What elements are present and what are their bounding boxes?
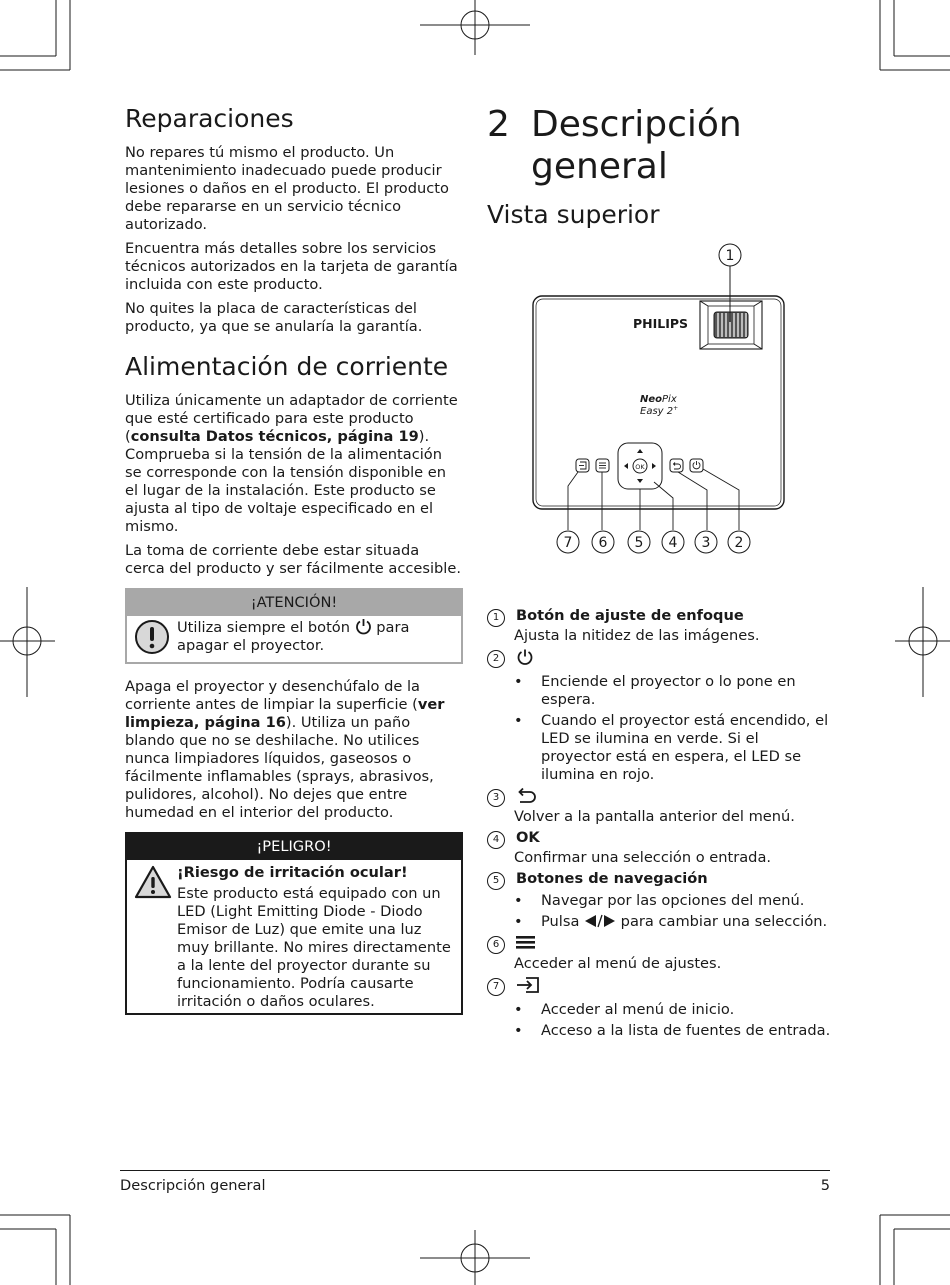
left-column — [125, 104, 463, 1029]
footer-rule — [120, 1170, 830, 1171]
danger-header: ¡PELIGRO! — [127, 834, 461, 860]
list-item-2: 2 — [487, 648, 832, 671]
callout-6-label: 6 — [598, 535, 608, 551]
cleaning-reference: ver limpieza, página 16 — [125, 696, 445, 731]
item-4-title: OK — [516, 829, 540, 846]
menu-icon — [516, 937, 536, 954]
power-paragraph-2: La toma de corriente debe estar situada cerca del producto y ser fácilmente accesible. — [125, 542, 461, 577]
right-column — [487, 104, 832, 240]
model-name: NeoPix — [640, 394, 677, 405]
left-right-arrows-icon — [584, 913, 616, 930]
item-5-bullet-1: • Navegar por las opciones del menú. — [514, 892, 832, 910]
section-title-power: Alimentación de corriente — [125, 352, 449, 381]
power-icon — [516, 653, 534, 670]
callout-7-label: 7 — [563, 535, 573, 551]
item-2-bullet-2: • Cuando el proyector está encendido, el LED se ilumina en verde. Si el proyector está en espera, el LED se ilumina en rojo. — [514, 712, 832, 784]
danger-box — [125, 832, 463, 1015]
list-item-7: 7 — [487, 976, 832, 999]
back-icon — [516, 790, 538, 807]
power-paragraph-1: Utiliza únicamente un adaptador de corriente que esté certificado para este producto (consulta Datos técnicos, página 19). Comprueba si la tensión de la alimentación se corresponde con la tensión disponible en el lugar de la instalación. Este producto se ajusta al tipo de voltaje especificado en el mismo. — [125, 392, 458, 535]
attention-text: Utiliza siempre el botón para apagar el proyector. — [177, 619, 410, 654]
component-list — [487, 607, 832, 1043]
repairs-paragraph-2: Encuentra más detalles sobre los servicios técnicos autorizados en la tarjeta de garantía incluida con este producto. — [125, 240, 458, 293]
item-4-desc: Confirmar una selección o entrada. — [514, 849, 772, 866]
item-5-bullets — [514, 892, 832, 931]
danger-text: Este producto está equipado con un LED (Light Emitting Diode - Diodo Emisor de Luz) que emite una luz muy brillante. No mires directamente a la lente del proyector durante su funcionamiento. Podría causarte irritación o daños oculares. — [177, 885, 451, 1010]
callout-4-label: 4 — [668, 535, 678, 551]
cleaning-paragraph: Apaga el proyector y desenchúfalo de la corriente antes de limpiar la superficie (ver limpieza, página 16). Utiliza un paño blando que no se deshilache. No utilices nunca limpiadores líquidos, gaseosos o fácilmente inflamables (sprays, abrasivos, pulidores, alcohol). No dejes que entre humedad en el interior del producto. — [125, 678, 445, 821]
list-item-3: 3 — [487, 787, 832, 808]
warning-icon — [133, 864, 177, 1011]
back-button — [670, 459, 683, 472]
chapter-title — [487, 104, 832, 188]
model-name-line2: Easy 2+ — [640, 405, 679, 417]
list-item-6: 6 — [487, 934, 832, 955]
danger-subtitle: ¡Riesgo de irritación ocular! — [177, 864, 408, 881]
source-icon — [516, 981, 540, 998]
power-icon — [355, 619, 372, 636]
callout-2-label: 2 — [734, 535, 744, 551]
attention-header: ¡ATENCIÓN! — [127, 590, 461, 616]
item-2-bullets — [514, 673, 832, 784]
section-title-repairs: Reparaciones — [125, 104, 294, 133]
subtitle-top-view: Vista superior — [487, 200, 660, 229]
item-1-desc: Ajusta la nitidez de las imágenes. — [514, 627, 760, 644]
attention-box — [125, 588, 463, 664]
item-7-bullet-1: • Acceder al menú de inicio. — [514, 1001, 832, 1019]
power-button — [690, 459, 703, 472]
chapter-number: 2 — [487, 104, 510, 145]
repairs-paragraph-1: No repares tú mismo el producto. Un mantenimiento inadecuado puede producir lesiones o daños en el producto. El producto debe repararse en un servicio técnico autorizado. — [125, 144, 449, 233]
callout-1-label: 1 — [725, 248, 735, 264]
footer-section: Descripción general — [120, 1177, 266, 1194]
item-1-title: Botón de ajuste de enfoque — [516, 607, 744, 624]
item-7-bullet-2: • Acceso a la lista de fuentes de entrada. — [514, 1022, 832, 1040]
ok-button-label: OK — [635, 463, 645, 471]
item-3-desc: Volver a la pantalla anterior del menú. — [514, 808, 795, 825]
item-7-bullets — [514, 1001, 832, 1040]
item-5-title: Botones de navegación — [516, 870, 708, 887]
list-item-1: 1 Botón de ajuste de enfoque — [487, 607, 832, 627]
item-5-bullet-2: • Pulsa para cambiar una selección. — [514, 913, 832, 931]
callout-3-label: 3 — [701, 535, 711, 551]
brand-logo: PHILIPS — [633, 316, 689, 331]
technical-data-reference: consulta Datos técnicos, página 19 — [130, 428, 419, 445]
list-item-5: 5 Botones de navegación — [487, 870, 832, 890]
repairs-paragraph-3: No quites la placa de características del producto, ya que se anularía la garantía. — [125, 300, 423, 335]
chapter-title-text: Descripción general — [531, 104, 742, 187]
page-number: 5 — [820, 1177, 830, 1194]
item-6-desc: Acceder al menú de ajustes. — [514, 955, 722, 972]
exclamation-icon — [133, 618, 177, 660]
callout-5-label: 5 — [634, 535, 644, 551]
projector-diagram — [520, 240, 800, 560]
list-item-4: 4 OK — [487, 829, 832, 849]
item-2-bullet-1: • Enciende el proyector o lo pone en espera. — [514, 673, 832, 709]
